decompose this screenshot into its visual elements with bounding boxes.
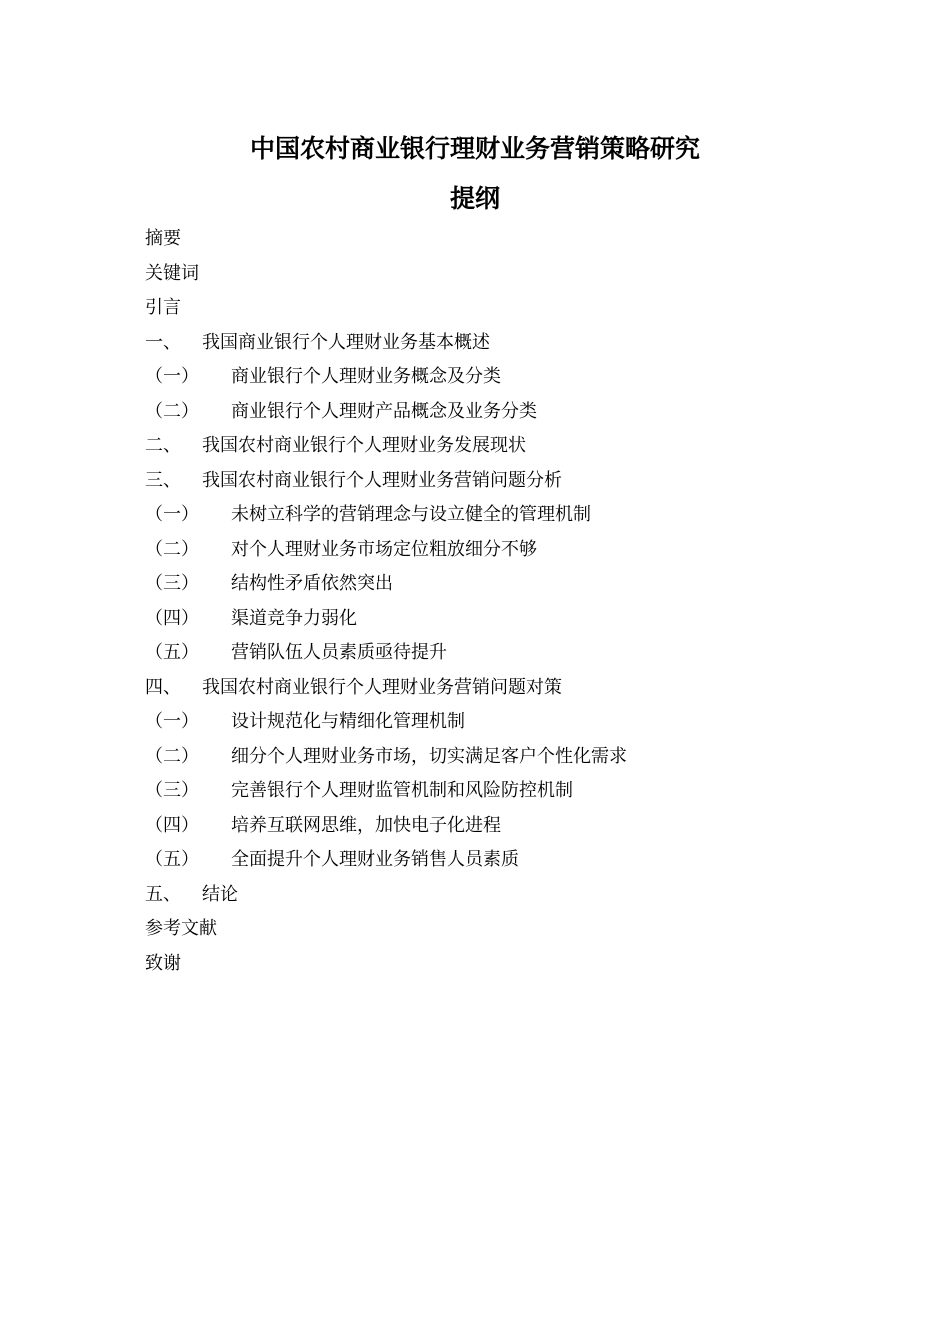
- outline-item-text: 细分个人理财业务市场，切实满足客户个性化需求: [231, 745, 627, 767]
- outline-item-number: 四、: [145, 676, 181, 698]
- outline-item-text: 完善银行个人理财监管机制和风险防控机制: [231, 780, 573, 801]
- outline-item-text: 对个人理财业务市场定位粗放细分不够: [231, 538, 537, 560]
- outline-item-number: （一）: [145, 504, 199, 525]
- outline-item: [145, 291, 865, 326]
- outline-item-number: 三、: [145, 469, 181, 491]
- outline-item-number: （二）: [145, 538, 199, 560]
- outline-item: [145, 912, 865, 947]
- outline-item-text: 摘要: [145, 228, 181, 249]
- outline-item-number: （二）: [145, 400, 199, 422]
- outline-item-text: 关键词: [145, 262, 199, 284]
- outline-item-number: （四）: [145, 607, 199, 629]
- outline-item-number: （二）: [145, 745, 199, 767]
- outline-item: [145, 395, 865, 430]
- outline-item: [145, 429, 865, 464]
- outline-item-number: （三）: [145, 780, 199, 801]
- outline-item: [145, 498, 865, 533]
- outline-item: [145, 222, 865, 257]
- outline-item: [145, 774, 865, 809]
- outline-item-text: 结构性矛盾依然突出: [231, 573, 393, 594]
- outline-item: [145, 671, 865, 706]
- outline-item-text: 培养互联网思维，加快电子化进程: [231, 814, 501, 836]
- document-title: 中国农村商业银行理财业务营销策略研究: [249, 134, 700, 163]
- outline-item: [145, 740, 865, 775]
- outline-item: [145, 464, 865, 499]
- outline-item-text: 我国农村商业银行个人理财业务营销问题分析: [202, 469, 562, 491]
- outline-item-number: （五）: [145, 642, 199, 663]
- outline-item-number: （三）: [145, 573, 199, 594]
- outline-item-number: （四）: [145, 814, 199, 836]
- outline-item: [145, 705, 865, 740]
- outline-item-number: 五、: [145, 883, 181, 905]
- outline-item: [145, 602, 865, 637]
- outline-item-text: 渠道竞争力弱化: [231, 607, 357, 629]
- outline-item-text: 我国农村商业银行个人理财业务营销问题对策: [202, 676, 562, 698]
- document-subtitle: 提纲: [449, 184, 500, 213]
- outline-item: [145, 567, 865, 602]
- outline-item-text: 我国商业银行个人理财业务基本概述: [202, 331, 490, 353]
- outline-item: [145, 360, 865, 395]
- outline-item-text: 参考文献: [145, 918, 217, 939]
- outline-item-text: 全面提升个人理财业务销售人员素质: [231, 849, 519, 870]
- outline-item: [145, 878, 865, 913]
- outline-item: [145, 533, 865, 568]
- outline-item: [145, 326, 865, 361]
- outline-item-text: 营销队伍人员素质亟待提升: [231, 642, 447, 663]
- outline-item-text: 引言: [145, 297, 181, 318]
- outline-item: [145, 257, 865, 292]
- outline-item: [145, 947, 865, 982]
- outline-item-number: （一）: [145, 711, 199, 732]
- outline-item-number: 二、: [145, 435, 181, 456]
- outline-item-text: 设计规范化与精细化管理机制: [231, 711, 465, 732]
- outline-item-text: 致谢: [145, 952, 181, 974]
- outline-item: [145, 843, 865, 878]
- outline-item-text: 商业银行个人理财业务概念及分类: [231, 366, 501, 387]
- outline-item-number: （五）: [145, 849, 199, 870]
- outline-item: [145, 809, 865, 844]
- outline-item: [145, 636, 865, 671]
- outline-list: [145, 222, 865, 981]
- outline-item-text: 未树立科学的营销理念与设立健全的管理机制: [231, 504, 591, 525]
- outline-item-text: 我国农村商业银行个人理财业务发展现状: [202, 435, 526, 456]
- outline-item-text: 商业银行个人理财产品概念及业务分类: [231, 400, 537, 422]
- outline-item-number: 一、: [145, 331, 181, 353]
- outline-item-number: （一）: [145, 366, 199, 387]
- outline-item-text: 结论: [202, 883, 238, 905]
